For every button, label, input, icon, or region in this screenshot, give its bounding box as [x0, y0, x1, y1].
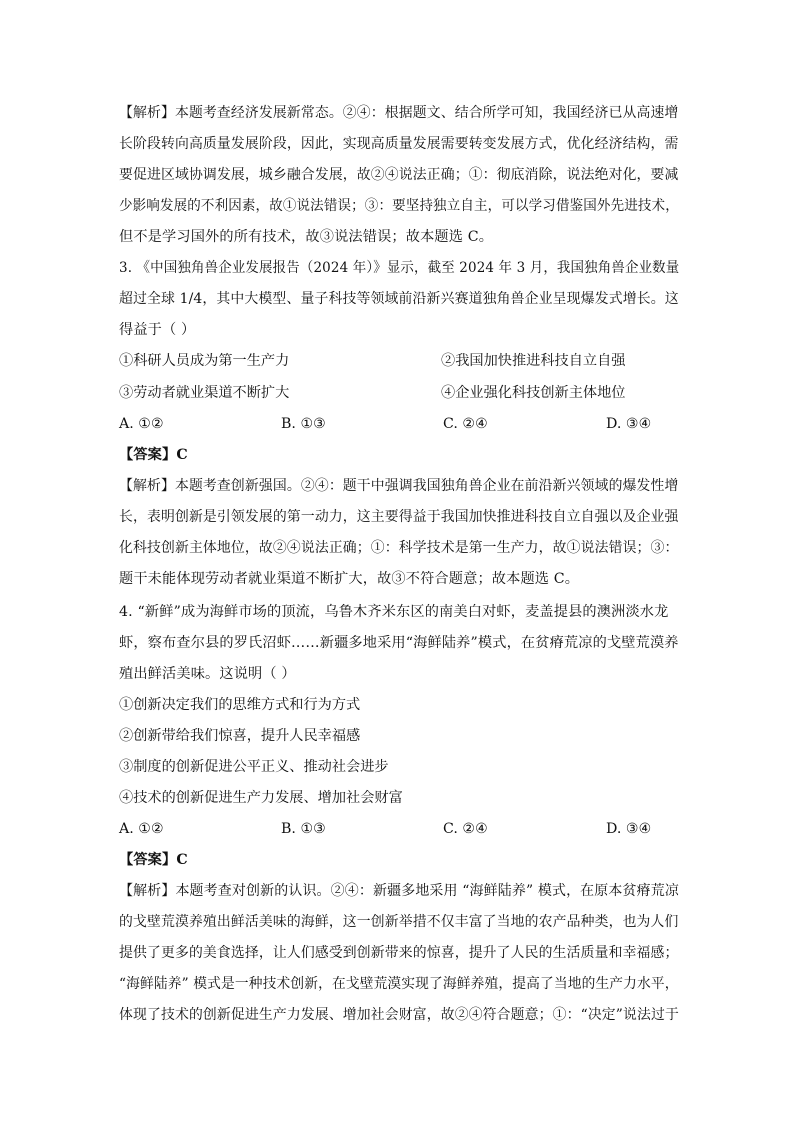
q3-choice-d: D. ③④: [606, 416, 652, 432]
q4-analysis-line: 的戈壁荒漠养殖出鲜活美味的海鲜，这一创新举措不仅丰富了当地的农产品种类，也为人们: [119, 914, 679, 930]
q4-analysis-line: 提供了更多的美食选择，让人们感受到创新带来的惊喜，提升了人民的生活质量和幸福感；: [119, 945, 679, 961]
analysis-line: 但不是学习国外的所有技术，故③说法错误；故本题选 C。: [119, 229, 494, 245]
q4-item-3: ③制度的创新促进公平正义、推动社会进步: [119, 759, 389, 775]
question-4-stem: 4. “新鲜”成为海鲜市场的顶流，乌鲁木齐米东区的南美白对虾，麦盖提县的澳洲淡水龙: [119, 604, 669, 620]
q4-analysis-line: 【解析】本题考查对创新的认识。②④：新疆多地采用 “海鲜陆养” 模式，在原本贫瘠荒凉: [119, 883, 679, 899]
q3-choice-a: A. ①②: [119, 416, 164, 432]
q4-analysis-line: 体现了技术的创新促进生产力发展、增加社会财富，故②④符合题意；①：“决定”说法过于: [119, 1007, 679, 1023]
question-3-stem: 3. 《中国独角兽企业发展报告（2024 年）》显示，截至 2024 年 3 月，我国独角兽企业数量: [119, 260, 680, 276]
q4-answer: 【答案】C: [119, 852, 188, 868]
q3-choice-b: B. ①③: [281, 416, 326, 432]
q3-item-1: ①科研人员成为第一生产力: [119, 353, 290, 369]
q4-choice-a: A. ①②: [119, 821, 164, 837]
q4-item-1: ①创新决定我们的思维方式和行为方式: [119, 697, 361, 713]
q4-item-2: ②创新带给我们惊喜，提升人民幸福感: [119, 728, 361, 744]
q3-analysis-line: 长，表明创新是引领发展的第一动力，这主要得益于我国加快推进科技自立自强以及企业强: [119, 509, 679, 525]
q4-choice-c: C. ②④: [443, 821, 488, 837]
question-3-stem: 超过全球 1/4，其中大模型、量子科技等领域前沿新兴赛道独角兽企业呈现爆发式增长。这: [119, 291, 679, 307]
q4-analysis-line: “海鲜陆养” 模式是一种技术创新，在戈壁荒漠实现了海鲜养殖，提高了当地的生产力水平，: [119, 976, 679, 992]
q3-answer: 【答案】C: [119, 447, 188, 463]
q3-choice-c: C. ②④: [443, 416, 488, 432]
q3-analysis-line: 化科技创新主体地位，故②④说法正确；①：科学技术是第一生产力，故①说法错误；③：: [119, 540, 679, 556]
q4-choice-b: B. ①③: [281, 821, 326, 837]
analysis-line: 长阶段转向高质量发展阶段，因此，实现高质量发展需要转变发展方式，优化经济结构，需: [119, 136, 679, 152]
question-4-stem: 殖出鲜活美味。这说明（ ）: [119, 666, 296, 682]
q3-analysis-line: 题干未能体现劳动者就业渠道不断扩大，故③不符合题意；故本题选 C。: [119, 571, 580, 587]
analysis-line: 要促进区域协调发展，城乡融合发展，故②④说法正确；①：彻底消除，说法绝对化，要减: [119, 167, 679, 183]
question-4-stem: 虾，察布查尔县的罗氏沼虾……新疆多地采用“海鲜陆养”模式，在贫瘠荒凉的戈壁荒漠养: [119, 635, 679, 651]
q3-item-2: ②我国加快推进科技自立自强: [441, 353, 626, 369]
question-3-stem: 得益于（ ）: [119, 322, 196, 338]
analysis-line: 少影响发展的不利因素，故①说法错误；③：要坚持独立自主，可以学习借鉴国外先进技术，: [119, 198, 679, 214]
q3-item-3: ③劳动者就业渠道不断扩大: [119, 385, 290, 401]
q3-analysis-line: 【解析】本题考查创新强国。②④：题干中强调我国独角兽企业在前沿新兴领域的爆发性增: [119, 478, 679, 494]
q4-item-4: ④技术的创新促进生产力发展、增加社会财富: [119, 790, 403, 806]
analysis-line: 【解析】本题考查经济发展新常态。②④：根据题文、结合所学可知，我国经济已从高速增: [119, 105, 679, 121]
q3-item-4: ④企业强化科技创新主体地位: [441, 385, 626, 401]
q4-choice-d: D. ③④: [606, 821, 652, 837]
